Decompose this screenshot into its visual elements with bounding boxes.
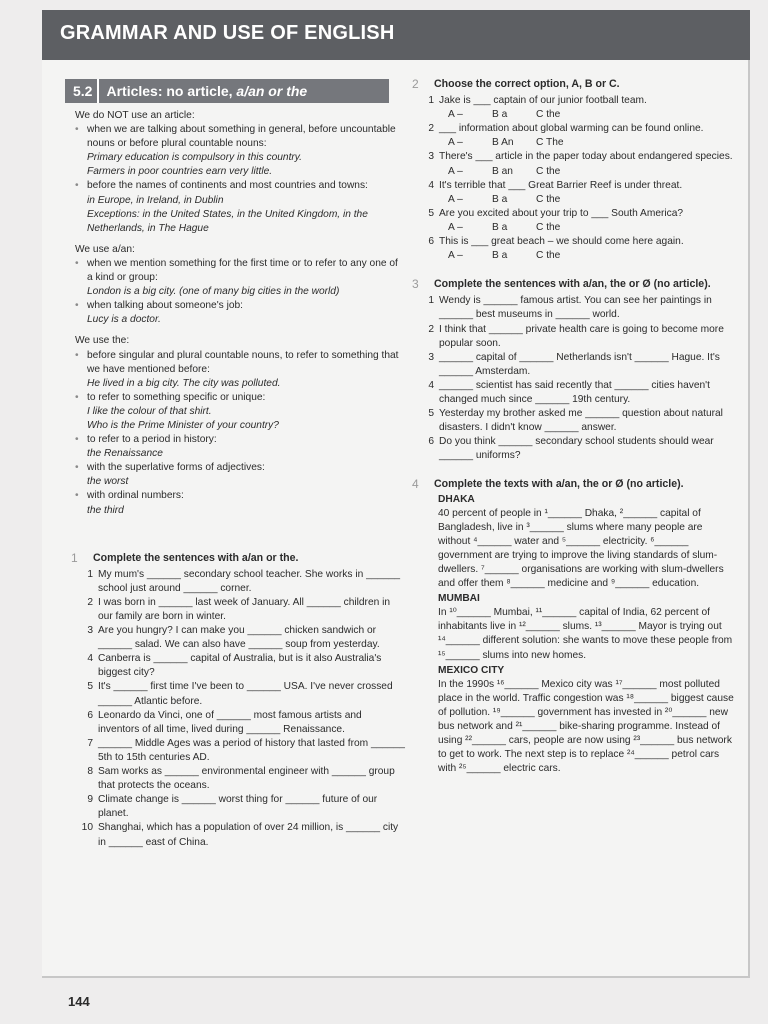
option-b: B a [492, 193, 508, 205]
exercise-number: 1 [71, 550, 78, 565]
exercise-4-heading [412, 477, 736, 492]
rule-intro: We use a/an: [75, 243, 135, 255]
rule-gap [75, 327, 405, 334]
exercise-item [75, 765, 405, 793]
exercise-item [75, 624, 405, 652]
rule-bullet: • to refer to something specific or unique: [75, 391, 405, 405]
exercise-item [75, 652, 405, 680]
rule-example: Exceptions: in the United States, in the United Kingdom, in the Netherlands, in The Hague [87, 208, 368, 234]
rule-example: Lucy is a doctor. [87, 314, 161, 326]
grammar-rules [75, 109, 405, 518]
item-text: This is ___ great beach – we should come here again. [439, 236, 684, 248]
option-c: C the [536, 250, 561, 262]
item-text: Sam works as ______ environmental engineer with ______ group that protects the oceans. [98, 766, 395, 792]
option-b: B An [492, 137, 514, 149]
rule-bullet: • when we mention something for the first time or to refer to any one of a kind or group: [75, 257, 405, 285]
item-text: Leonardo da Vinci, one of ______ most famous artists and inventors of all time, lived during ______ Renaissance. [98, 709, 362, 735]
item-number: 5 [428, 408, 434, 420]
item-number: 9 [87, 794, 93, 806]
exercise-item [416, 122, 736, 136]
item-number: 4 [428, 179, 434, 191]
rule-example: in Europe, in Ireland, in Dublin [87, 194, 224, 206]
exercise-3-items [416, 294, 736, 463]
exercise-number: 3 [412, 277, 419, 292]
option-c: C the [536, 165, 561, 177]
answer-options [416, 165, 736, 179]
exercise-item [416, 150, 736, 164]
item-number: 1 [87, 568, 93, 580]
answer-options [416, 108, 736, 122]
rule-intro: We do NOT use an article: [75, 110, 195, 121]
exercise-number: 2 [412, 77, 419, 91]
option-a: A – [448, 250, 463, 262]
answer-options [416, 136, 736, 150]
item-number: 5 [87, 681, 93, 693]
left-column [71, 79, 405, 850]
exercise-instruction: Complete the texts with a/an, the or Ø (no article). [434, 478, 684, 491]
item-text: ___ information about global warming can be found online. [439, 123, 704, 135]
item-text: Wendy is ______ famous artist. You can see her paintings in ______ best museums in ______ world. [439, 295, 712, 321]
item-text: Canberra is ______ capital of Australia, but is it also Australia's biggest city? [98, 653, 382, 679]
rule-bullet: • to refer to a period in history: [75, 433, 405, 447]
exercise-item [416, 351, 736, 379]
exercise-item [75, 821, 405, 849]
exercise-item [75, 737, 405, 765]
rule-bullet: • when talking about someone's job: [75, 299, 405, 313]
item-text: Are you excited about your trip to ___ South America? [439, 207, 684, 219]
right-column [412, 77, 736, 776]
exercise-1-heading [71, 550, 405, 565]
rule-bullet: • with the superlative forms of adjectives: [75, 461, 405, 475]
item-text: ______ Middle Ages was a period of history that lasted from ______ 5th to 15th centuries AD. [98, 737, 405, 763]
rule-bullet: • when we are talking about something in general, before uncountable nouns or before plural countable nouns: [75, 123, 405, 151]
exercise-instruction: Choose the correct option, A, B or C. [434, 78, 620, 90]
exercise-3-heading [412, 277, 736, 292]
section-title: Articles: no article, a/an or the [106, 83, 308, 99]
exercise-item [416, 294, 736, 322]
exercise-item [416, 435, 736, 463]
rule-example: I like the colour of that shirt. [87, 405, 212, 417]
answer-options [416, 249, 736, 263]
item-text: ______ scientist has said recently that ______ cities haven't changed much since ______ 19th century. [439, 379, 710, 405]
item-number: 8 [87, 766, 93, 778]
text-heading: DHAKA [438, 493, 475, 505]
item-text: Do you think ______ secondary school students should wear ______ uniforms? [439, 436, 714, 462]
exercise-item [416, 407, 736, 435]
section-number: 5.2 [69, 79, 99, 103]
item-text: It's ______ first time I've been to ______ USA. I've never crossed ______ Atlantic before. [98, 681, 393, 707]
chapter-title: GRAMMAR AND USE OF ENGLISH [60, 22, 395, 44]
item-text: ______ capital of ______ Netherlands isn't ______ Hague. It's ______ Amsterdam. [439, 351, 720, 377]
exercise-instruction: Complete the sentences with a/an or the. [93, 551, 299, 564]
exercise-item [75, 680, 405, 708]
text-body: In the 1990s ¹⁶______ Mexico city was ¹⁷______ most polluted place in the world. Traffic congestion was ¹⁸______ biggest cause of pollution. ¹⁹______ government has invested in ²⁰______ new bus network and ²¹______ bike-sharing programme. Instead of using ²²______ cars, people are now using ²³______ bus network to get to work. The next step is to replace ²⁴______ petrol cars with ²⁵______ electric cars. [438, 678, 734, 775]
option-b: B an [492, 165, 513, 177]
item-text: Yesterday my brother asked me ______ question about natural disasters. I didn't know ______ answer. [439, 408, 723, 434]
rule-gap [75, 236, 405, 243]
option-a: A – [448, 109, 463, 121]
exercise-4-texts [416, 493, 736, 777]
exercise-item [416, 235, 736, 249]
rule-intro: We use the: [75, 335, 130, 347]
option-c: C the [536, 109, 561, 121]
item-text: I was born in ______ last week of January. All ______ children in our family are born in winter. [98, 596, 391, 622]
text-heading: MUMBAI [438, 593, 480, 605]
item-number: 2 [428, 323, 434, 335]
rule-bullet: • before the names of continents and most countries and towns: [75, 179, 405, 193]
item-number: 3 [87, 625, 93, 637]
answer-options [416, 193, 736, 207]
item-number: 7 [87, 737, 93, 749]
exercise-item [416, 323, 736, 351]
section-header [65, 79, 389, 103]
text-heading: MEXICO CITY [438, 664, 505, 676]
exercise-item [75, 793, 405, 821]
exercise-item [75, 709, 405, 737]
item-text: I think that ______ private health care is going to become more popular soon. [439, 323, 724, 349]
option-a: A – [448, 193, 463, 205]
item-text: It's terrible that ___ Great Barrier Reef is under threat. [439, 179, 683, 191]
item-number: 3 [428, 151, 434, 163]
item-number: 6 [87, 709, 93, 721]
item-text: Shanghai, which has a population of over 24 million, is ______ city in ______ east of China. [98, 822, 399, 848]
option-a: A – [448, 137, 463, 149]
item-number: 5 [428, 207, 434, 219]
rule-example: London is a big city. (one of many big cities in the world) [87, 286, 340, 298]
exercise-item [416, 379, 736, 407]
item-number: 1 [428, 95, 434, 107]
item-number: 2 [428, 123, 434, 135]
rule-bullet: • before singular and plural countable nouns, to refer to something that we have mentioned before: [75, 349, 405, 377]
exercise-2-heading [412, 77, 736, 91]
exercise-1-items [75, 568, 405, 850]
text-body: In ¹⁰______ Mumbai, ¹¹______ capital of India, 62 percent of inhabitants live in ¹²______ slums. ¹³______ Mayor is trying out ¹⁴______ different solution: she wants to move these people from ¹⁵______ slums into new homes. [438, 607, 733, 661]
item-number: 2 [87, 596, 93, 608]
option-b: B a [492, 250, 508, 262]
option-a: A – [448, 165, 463, 177]
exercise-item [416, 179, 736, 193]
page-number: 144 [68, 994, 90, 1009]
exercise-2-items [416, 94, 736, 263]
exercise-item [75, 568, 405, 596]
rule-example: Farmers in poor countries earn very little. [87, 166, 273, 178]
answer-options [416, 221, 736, 235]
option-c: C the [536, 193, 561, 205]
option-b: B a [492, 109, 508, 121]
rule-example: Who is the Prime Minister of your country? [87, 419, 279, 431]
text-body: 40 percent of people in ¹______ Dhaka, ²______ capital of Bangladesh, live in ³______ slums where many people are without ⁴______ water and ⁵______ electricity. ⁶______ government are trying to improve the living standards of slum-dwellers. ⁷______ organisations are working with slum-dwellers and offer them ⁸______ medicine and ⁹______ education. [438, 507, 724, 590]
rule-bullet: • with ordinal numbers: [75, 489, 405, 503]
rule-example: the third [87, 504, 124, 516]
exercise-item [416, 94, 736, 108]
option-c: C the [536, 221, 561, 233]
item-number: 6 [428, 436, 434, 448]
item-text: Jake is ___ captain of our junior football team. [439, 95, 647, 107]
rule-example: the worst [87, 476, 129, 488]
exercise-number: 4 [412, 477, 419, 492]
exercise-instruction: Complete the sentences with a/an, the or Ø (no article). [434, 278, 711, 291]
item-number: 1 [428, 295, 434, 307]
item-number: 4 [428, 379, 434, 391]
rule-example: He lived in a big city. The city was polluted. [87, 377, 281, 389]
item-text: Climate change is ______ worst thing for ______ future of our planet. [98, 794, 378, 820]
item-text: There's ___ article in the paper today about endangered species. [439, 151, 733, 163]
exercise-item [416, 207, 736, 221]
rule-example: the Renaissance [87, 448, 163, 460]
option-a: A – [448, 221, 463, 233]
option-b: B a [492, 221, 508, 233]
item-number: 6 [428, 236, 434, 248]
exercise-item [75, 596, 405, 624]
chapter-banner [42, 10, 750, 60]
item-number: 3 [428, 351, 434, 363]
item-number: 4 [87, 653, 93, 665]
item-number: 10 [81, 822, 93, 834]
option-c: C The [536, 137, 564, 149]
item-text: Are you hungry? I can make you ______ chicken sandwich or ______ salad. We can also have ______ soup from yesterday. [98, 625, 380, 651]
item-text: My mum's ______ secondary school teacher. She works in ______ school just around ______ corner. [98, 568, 401, 594]
rule-example: Primary education is compulsory in this country. [87, 152, 302, 164]
